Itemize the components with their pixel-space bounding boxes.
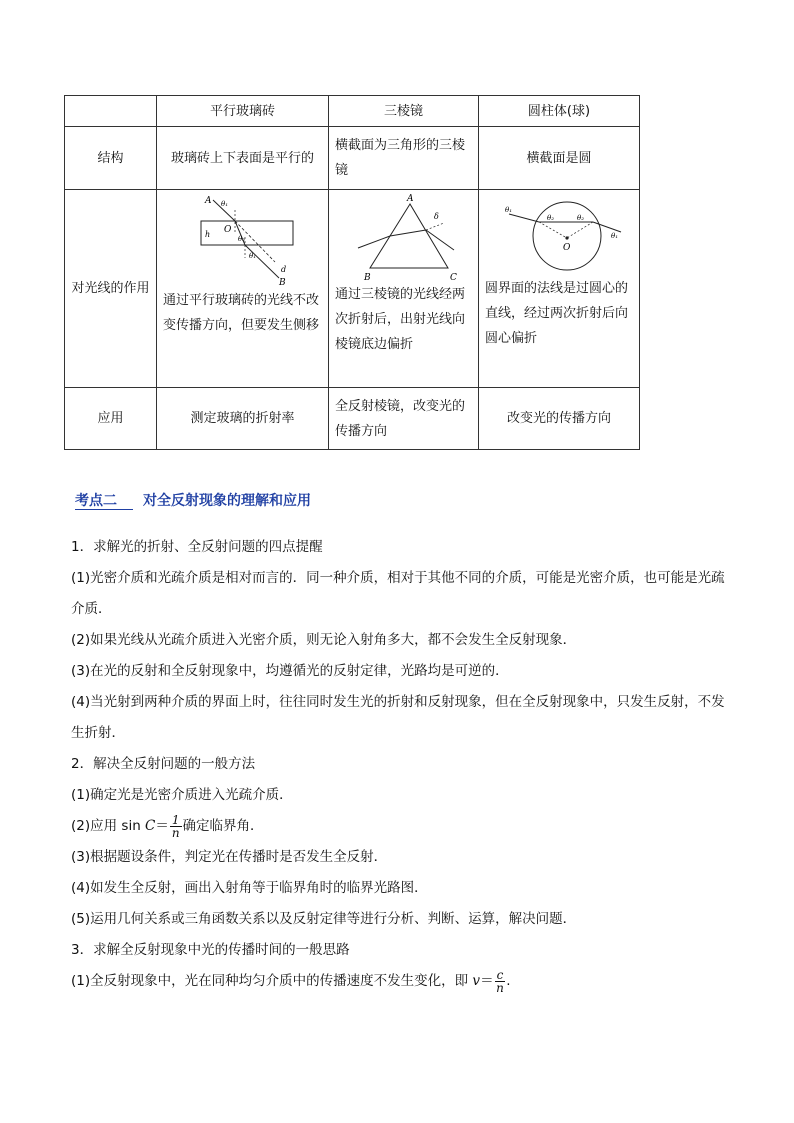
body-text [71, 532, 727, 997]
effect-glass-text: 通过平行玻璃砖的光线不改变传播方向，但要发生侧移 [163, 293, 320, 333]
cell-structure-cylinder: 横截面是圆 [479, 127, 640, 190]
label-theta2: θ₂ [237, 235, 245, 243]
fraction-denominator: n [496, 980, 504, 995]
cylinder-diagram [489, 192, 629, 276]
label-theta1-out: θ₁ [248, 252, 256, 260]
label-cyl-O: O [563, 243, 571, 253]
label-prism-B: B [363, 273, 371, 282]
formula-equals: ＝ [480, 973, 494, 989]
table-header-glass: 平行玻璃砖 [157, 96, 329, 127]
table-row-effect [65, 190, 640, 388]
label-theta1: θ₁ [220, 200, 228, 208]
formula-prefix: (2)应用 sin [71, 818, 146, 834]
section-title: 对全反射现象的理解和应用 [143, 493, 311, 509]
label-B: B [278, 278, 286, 288]
effect-cylinder-text: 圆界面的法线是过圆心的直线，经过两次折射后向圆心偏折 [485, 281, 629, 346]
paragraph-formula-critical-angle [71, 811, 727, 842]
table-header-cylinder: 圆柱体(球) [479, 96, 640, 127]
paragraph: (1)光密介质和光疏介质是相对而言的．同一种介质，相对于其他不同的介质，可能是光密介质，也可能是光疏介质． [71, 570, 725, 617]
formula-prefix: (1)全反射现象中，光在同种均匀介质中的传播速度不发生变化，即 [71, 973, 473, 989]
table-header-empty [65, 96, 157, 127]
paragraph: (2)如果光线从光疏介质进入光密介质，则无论入射角多大，都不会发生全反射现象． [71, 632, 577, 648]
cell-structure-glass: 玻璃砖上下表面是平行的 [157, 127, 329, 190]
paragraph: (3)根据题设条件，判定光在传播时是否发生全反射． [71, 849, 388, 865]
cell-effect-glass [157, 190, 329, 388]
fraction-1-over-n [170, 814, 182, 839]
fraction-numerator: 1 [171, 812, 180, 827]
formula-equals: ＝ [155, 818, 169, 834]
section-heading [75, 490, 311, 510]
formula-var-v: v [472, 973, 481, 989]
label-prism-C: C [449, 273, 457, 282]
paragraph: (3)在光的反射和全反射现象中，均遵循光的反射定律，光路均是可逆的． [71, 663, 509, 679]
row-label-structure: 结构 [65, 127, 157, 190]
table-row-structure [65, 127, 640, 190]
fraction-denominator: n [171, 825, 180, 840]
prism-diagram [344, 192, 464, 282]
table-row-application [65, 388, 640, 450]
table-header-row [65, 96, 640, 127]
cell-application-glass: 测定玻璃的折射率 [157, 388, 329, 450]
label-cyl-theta2-b: θ₂ [577, 214, 585, 222]
paragraph: 3．求解全反射现象中光的传播时间的一般思路 [71, 942, 350, 958]
cell-effect-prism [329, 190, 479, 388]
formula-suffix: . [506, 973, 511, 989]
paragraph: (4)如发生全反射，画出入射角等于临界角时的临界光路图． [71, 880, 428, 896]
label-d: d [280, 265, 286, 274]
label-cyl-theta1: θ₁ [505, 206, 513, 214]
cell-effect-cylinder [479, 190, 640, 388]
formula-var-C: C [145, 818, 156, 834]
cell-application-prism: 全反射棱镜，改变光的传播方向 [329, 388, 479, 450]
paragraph: 1．求解光的折射、全反射问题的四点提醒 [71, 539, 323, 555]
section-tag: 考点二 [75, 493, 133, 510]
label-h: h [204, 230, 210, 239]
table-header-prism: 三棱镜 [329, 96, 479, 127]
paragraph: 2．解决全反射问题的一般方法 [71, 756, 256, 772]
label-prism-A: A [406, 194, 413, 204]
label-O: O [223, 225, 231, 235]
paragraph-formula-speed [71, 966, 727, 997]
fraction-numerator: c [496, 967, 504, 982]
label-A: A [204, 196, 211, 206]
glass-slab-diagram [183, 192, 303, 288]
label-delta: δ [433, 212, 439, 221]
row-label-effect: 对光线的作用 [65, 190, 157, 388]
paragraph: (5)运用几何关系或三角函数关系以及反射定律等进行分析、判断、运算，解决问题． [71, 911, 577, 927]
cell-application-cylinder: 改变光的传播方向 [479, 388, 640, 450]
row-label-application: 应用 [65, 388, 157, 450]
formula-suffix: 确定临界角． [182, 818, 264, 834]
fraction-c-over-n [495, 969, 506, 994]
effect-prism-text: 通过三棱镜的光线经两次折射后，出射光线向棱镜底边偏折 [335, 287, 466, 352]
label-cyl-theta1-out: θ₁ [611, 232, 619, 240]
cell-structure-prism: 横截面为三角形的三棱镜 [329, 127, 479, 190]
label-cyl-theta2-a: θ₂ [547, 214, 555, 222]
comparison-table [64, 95, 640, 450]
paragraph: (4)当光射到两种介质的界面上时，往往同时发生光的折射和反射现象，但在全反射现象中，只发生反射，不发生折射． [71, 694, 725, 741]
paragraph: (1)确定光是光密介质进入光疏介质． [71, 787, 293, 803]
